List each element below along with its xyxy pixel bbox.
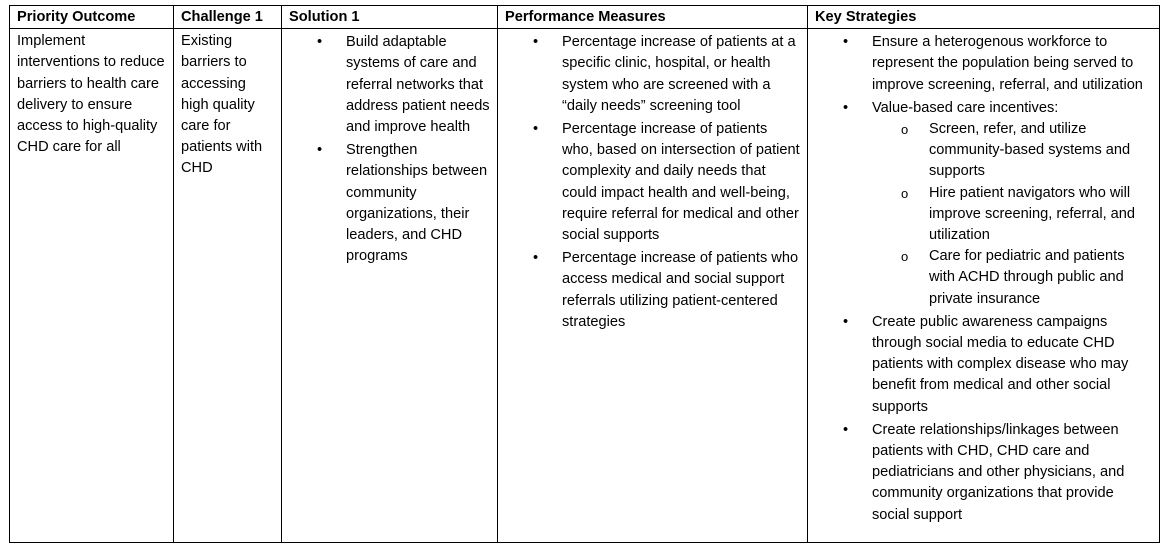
- strategy-item-label: Value-based care incentives:: [872, 99, 1059, 116]
- strategy-item: • Create relationships/linkages between patients with CHD, CHD care and pediatricians and other physicians, and community organizations that provide social support: [872, 420, 1154, 526]
- measure-item: • Percentage increase of patients who, based on intersection of patient complexity and daily needs that could impact health and well-being, require referral for medical and other social supports: [562, 119, 802, 246]
- solution-list: [289, 32, 492, 267]
- header-solution: Solution 1: [282, 6, 498, 29]
- strategy-item-value-based: [872, 98, 1154, 310]
- header-row: [10, 6, 1160, 29]
- measure-item: • Percentage increase of patients at a specific clinic, hospital, or health system who are screened with a “daily needs” screening tool: [562, 32, 802, 117]
- performance-measures-cell: [498, 29, 808, 543]
- challenge-text: Existing barriers to accessing high quality care for patients with CHD: [181, 33, 263, 177]
- key-strategies-cell: [808, 29, 1160, 543]
- solution-cell: [282, 29, 498, 543]
- priority-outcome-cell: [10, 29, 174, 543]
- header-priority-outcome: Priority Outcome: [10, 6, 174, 29]
- value-based-sublist: [872, 119, 1154, 310]
- strategy-table: [9, 5, 1160, 543]
- sub-strategy-item: o Hire patient navigators who will improve screening, referral, and utilization: [929, 183, 1154, 247]
- sub-strategy-item: o Screen, refer, and utilize community-based systems and supports: [929, 119, 1154, 183]
- strategy-item: • Ensure a heterogenous workforce to represent the population being served to improve screening, referral, and utilization: [872, 32, 1154, 96]
- solution-item: • Build adaptable systems of care and referral networks that address patient needs and improve health: [346, 32, 492, 138]
- content-row: [10, 29, 1160, 543]
- priority-outcome-text: Implement interventions to reduce barriers to health care delivery to ensure access to high-quality CHD care for all: [17, 33, 165, 156]
- challenge-cell: [174, 29, 282, 543]
- strategy-item: • Create public awareness campaigns through social media to educate CHD patients with complex disease who may benefit from medical and other social supports: [872, 312, 1154, 418]
- header-challenge: Challenge 1: [174, 6, 282, 29]
- strategies-list: [815, 32, 1154, 526]
- measures-list: [505, 32, 802, 333]
- sub-strategy-item: o Care for pediatric and patients with ACHD through public and private insurance: [929, 246, 1154, 310]
- measure-item: • Percentage increase of patients who access medical and social support referrals utilizing patient-centered strategies: [562, 248, 802, 333]
- header-performance-measures: Performance Measures: [498, 6, 808, 29]
- header-key-strategies: Key Strategies: [808, 6, 1160, 29]
- solution-item: • Strengthen relationships between community organizations, their leaders, and CHD programs: [346, 140, 492, 267]
